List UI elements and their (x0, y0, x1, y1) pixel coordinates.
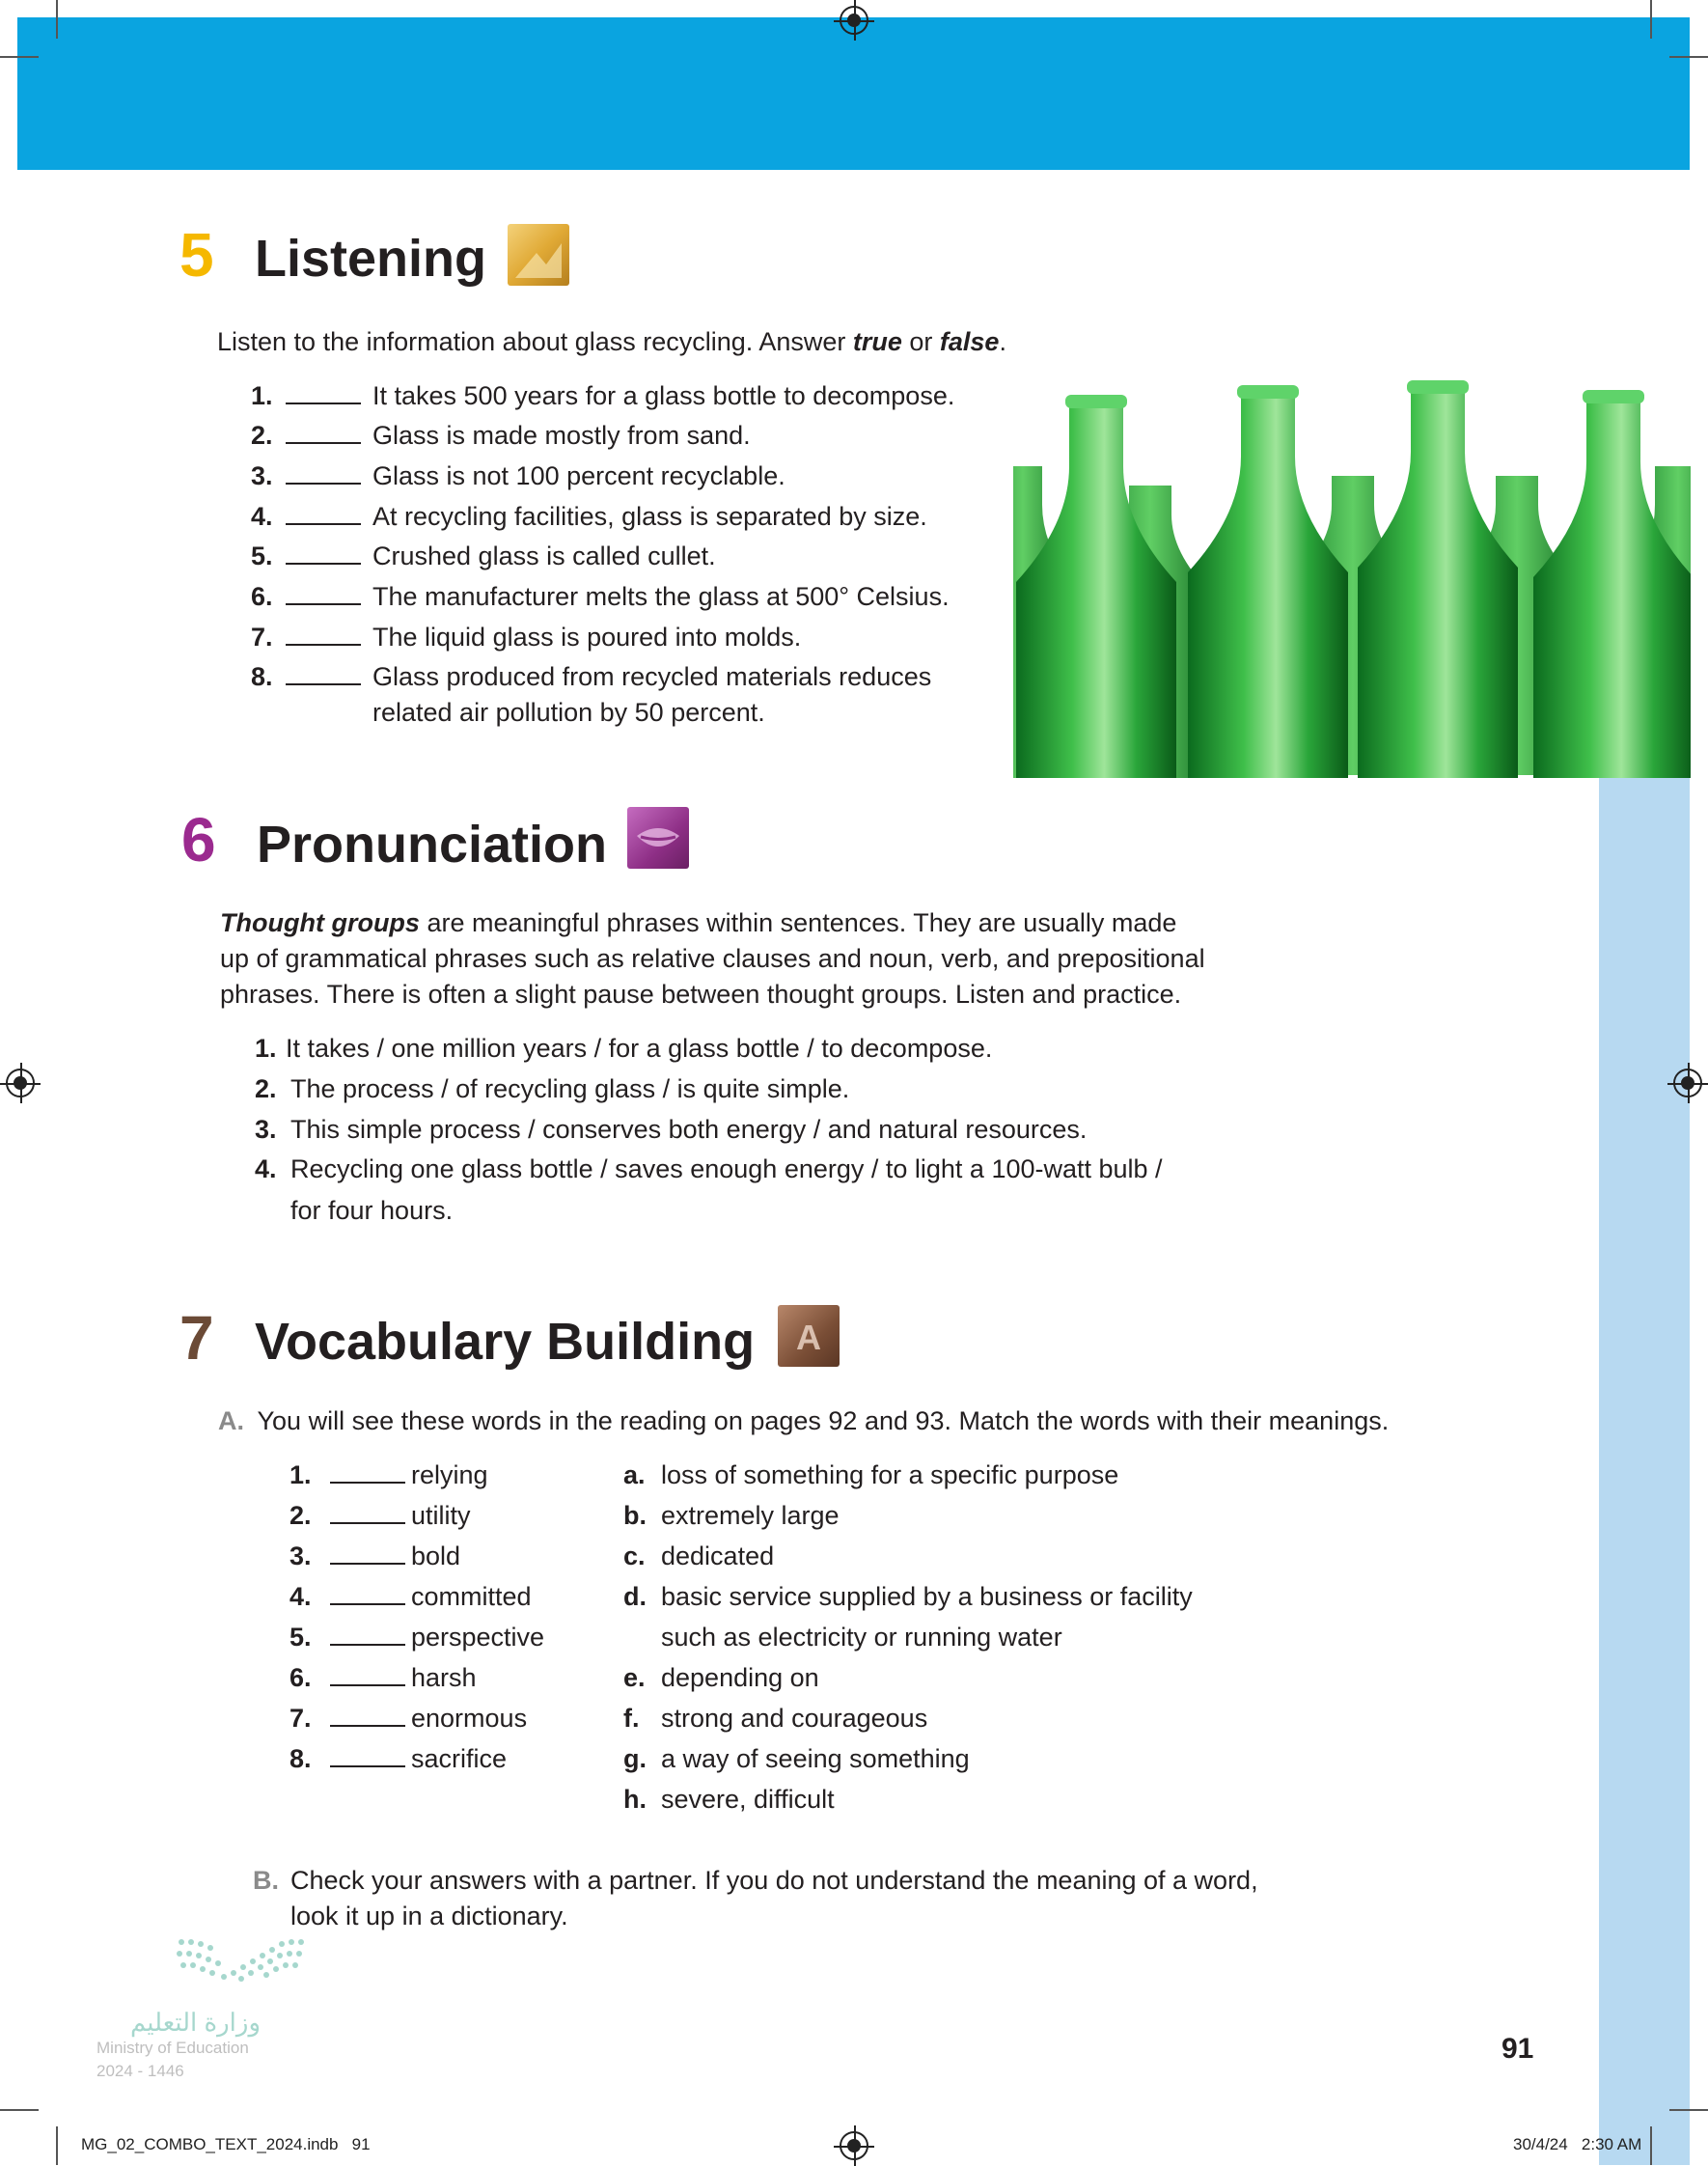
registration-mark-icon (840, 6, 868, 35)
answer-blank[interactable] (286, 539, 361, 574)
section-title: Vocabulary Building (255, 1313, 756, 1371)
registration-mark-icon (6, 1069, 35, 1097)
answer-blank[interactable] (286, 499, 361, 535)
answer-blank[interactable] (286, 620, 361, 655)
section-title: Pronunciation (257, 816, 607, 874)
crop-mark (1650, 0, 1652, 39)
crop-mark (1650, 2126, 1652, 2165)
date-slug: 30/4/24 2:30 AM (1513, 2135, 1642, 2153)
answer-blank[interactable] (286, 659, 361, 695)
part-b-instruction: B. Check your answers with a partner. If you do not understand the meaning of a word, look it up in a dictionary. (253, 1866, 1258, 1930)
vocabulary-icon[interactable] (778, 1305, 840, 1367)
section-title: Listening (255, 230, 486, 288)
green-bottles-photo (1013, 370, 1691, 778)
answer-blank[interactable] (330, 1620, 405, 1655)
svg-text:A: A (796, 1318, 821, 1357)
registration-mark-icon (1673, 1069, 1702, 1097)
listening-icon[interactable] (508, 224, 569, 286)
answer-blank[interactable] (330, 1660, 405, 1696)
page-number: 91 (1501, 2033, 1534, 2065)
section-number: 5 (179, 220, 214, 290)
answer-blank[interactable] (330, 1701, 405, 1736)
answer-blank[interactable] (330, 1539, 405, 1574)
crop-mark (1669, 2109, 1708, 2111)
answer-blank[interactable] (286, 378, 361, 414)
answer-blank[interactable] (286, 418, 361, 454)
answer-blank[interactable] (330, 1579, 405, 1615)
intro-paragraph: Thought groups are meaningful phrases within sentences. They are usually made up of grammatical phrases such as relative clauses and noun, verb, and prepositional phrases. There is often a slight pause between thought groups. Listen and practice. (220, 908, 1205, 1009)
file-slug: MG_02_COMBO_TEXT_2024.indb 91 (81, 2135, 371, 2153)
registration-mark-icon (840, 2131, 868, 2160)
crop-mark (0, 2109, 39, 2111)
section-number: 6 (181, 805, 216, 875)
pronunciation-icon[interactable] (627, 807, 689, 869)
instruction: Listen to the information about glass recycling. Answer true or false. (217, 327, 1006, 356)
answer-blank[interactable] (330, 1498, 405, 1534)
answer-blank[interactable] (330, 1741, 405, 1777)
answer-blank[interactable] (286, 458, 361, 494)
crop-mark (56, 2126, 58, 2165)
crop-mark (1669, 56, 1708, 58)
ministry-logo-icon (96, 1934, 347, 1992)
answer-blank[interactable] (286, 579, 361, 615)
ministry-logo: وزارة التعليم Ministry of Education 2024 - 1446 (96, 1934, 347, 2118)
crop-mark (56, 0, 58, 39)
part-a-instruction: A. You will see these words in the reading on pages 92 and 93. Match the words with their meanings. (218, 1406, 1390, 1435)
crop-mark (0, 56, 39, 58)
section-number: 7 (179, 1303, 214, 1373)
side-band (1599, 772, 1690, 2165)
answer-blank[interactable] (330, 1458, 405, 1493)
